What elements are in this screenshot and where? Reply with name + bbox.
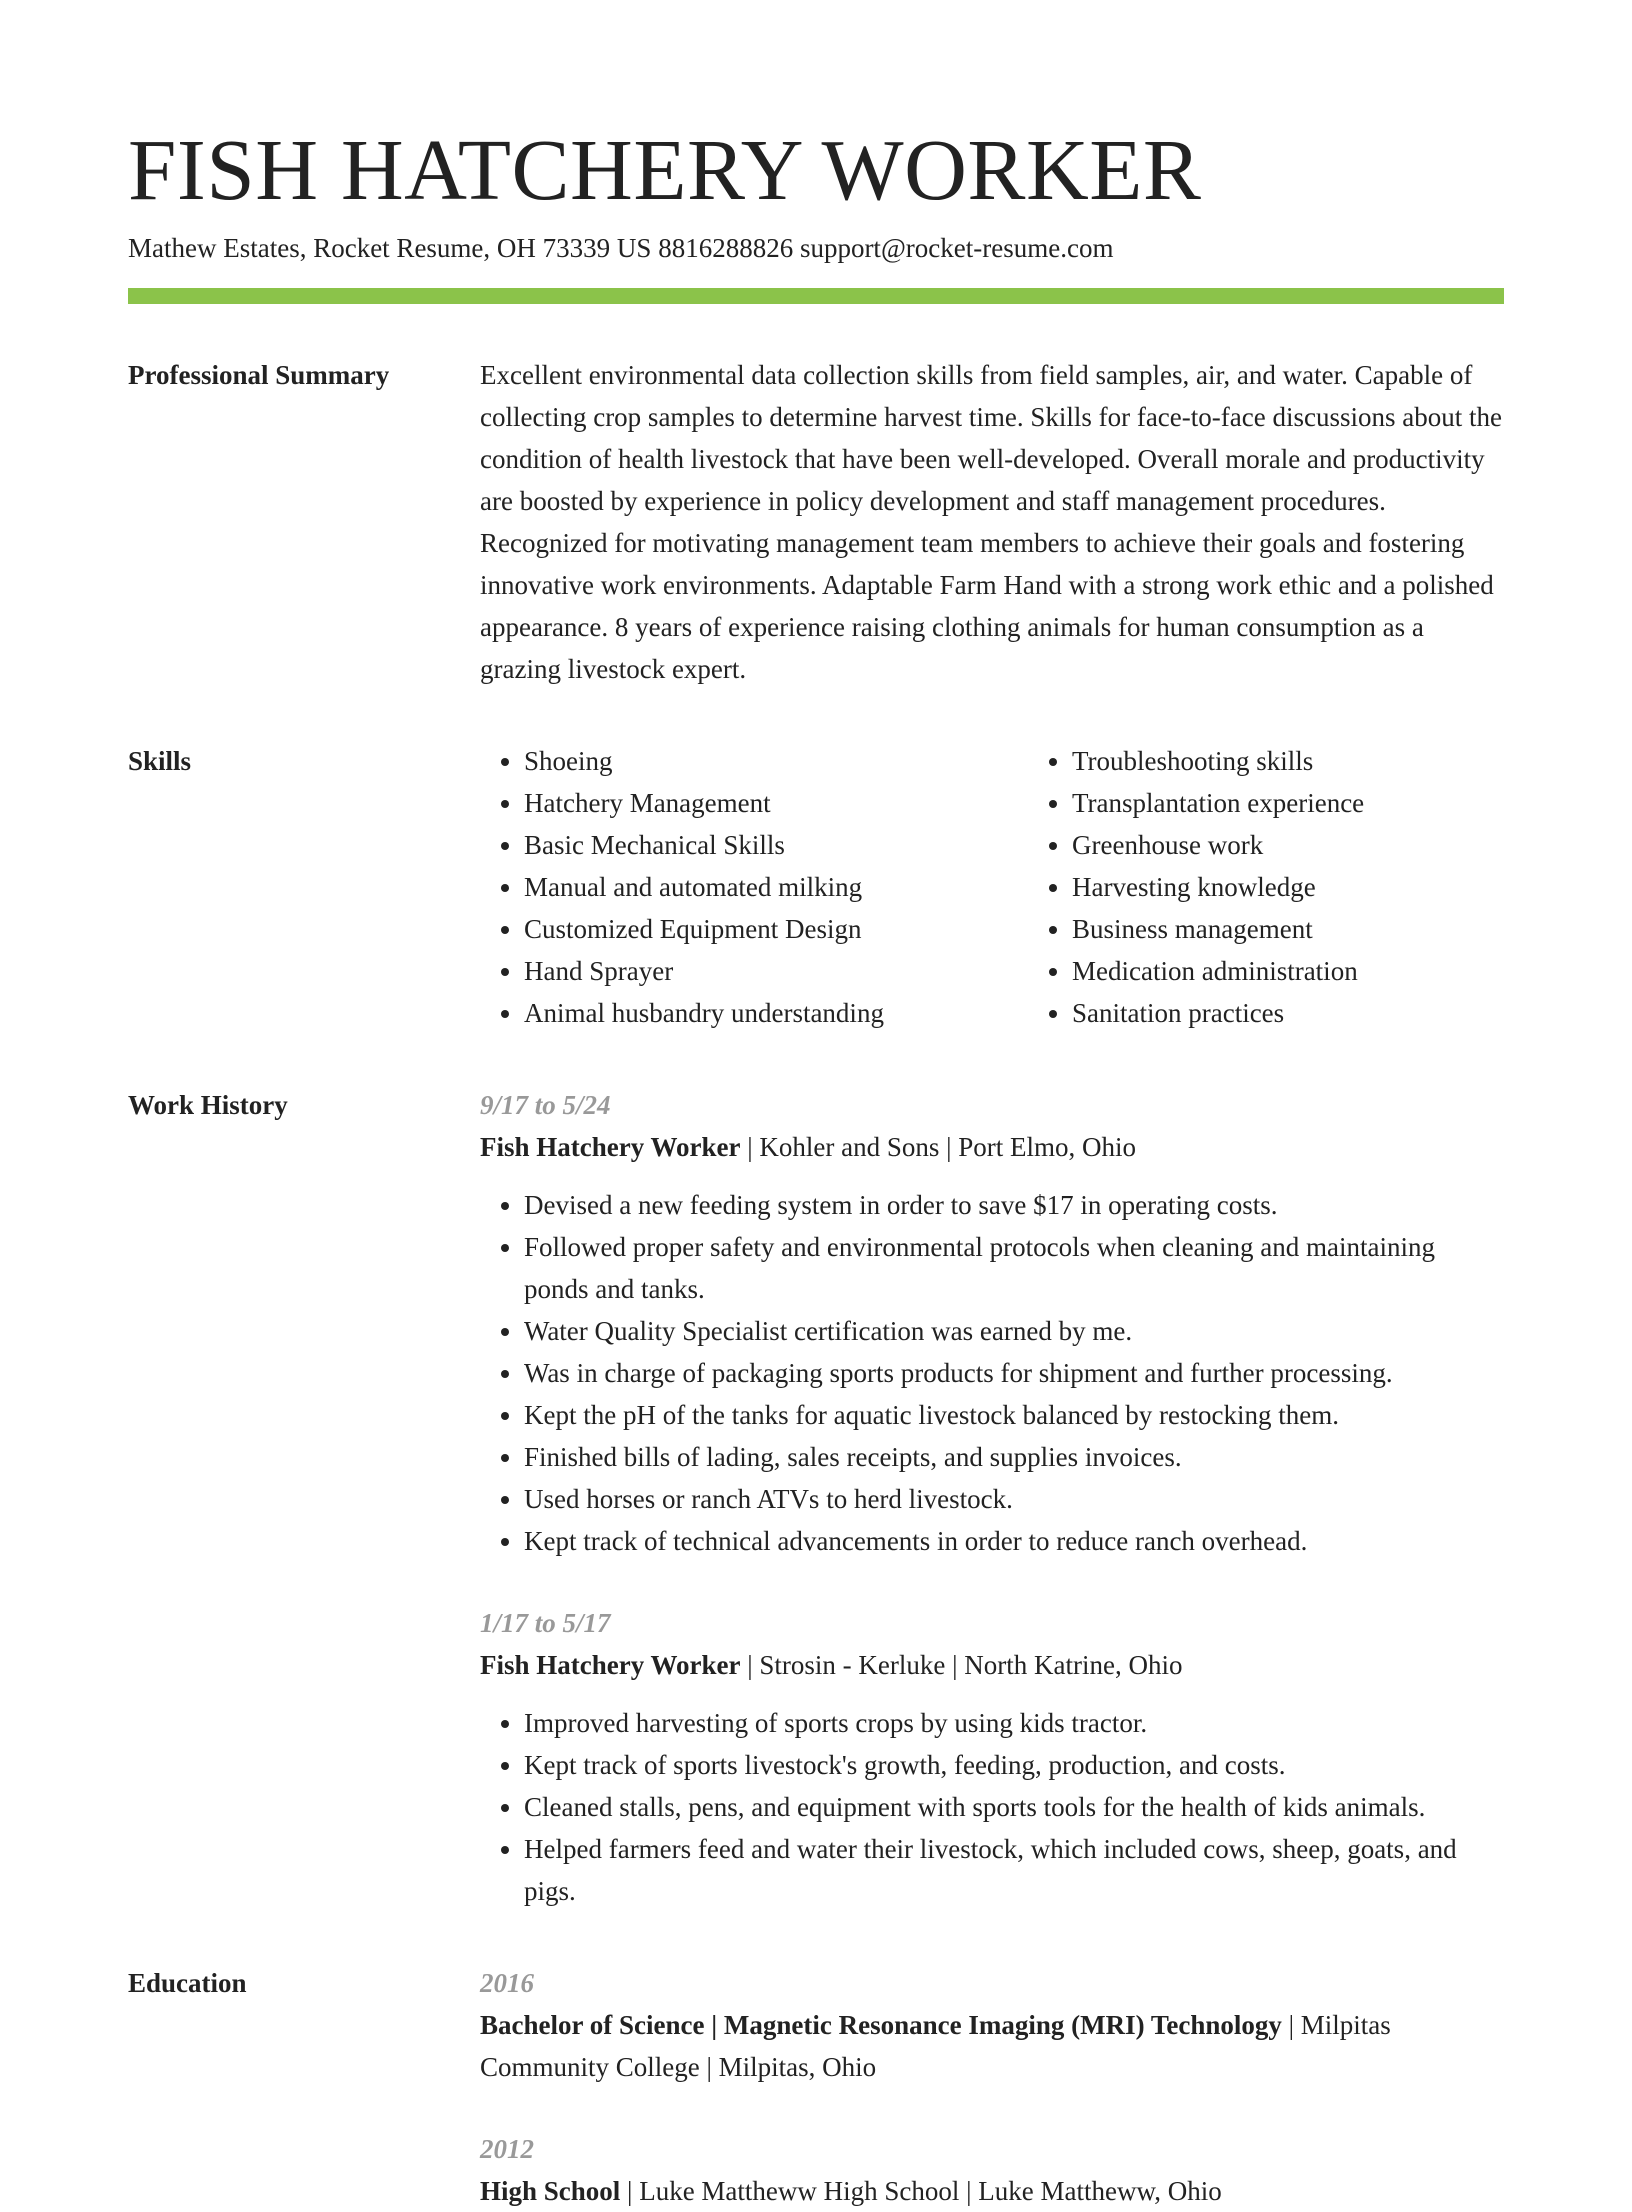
education-degree: High School	[480, 2176, 621, 2206]
list-item: • Kept track of sports livestock's growth, feeding, production, and costs.	[524, 1744, 1504, 1786]
job-bullets	[480, 1184, 1504, 1562]
section-title: Education	[128, 1968, 247, 1998]
list-item: • Shoeing	[524, 740, 1028, 782]
list-item: • Transplantation experience	[1072, 782, 1576, 824]
summary-text: Excellent environmental data collection skills from field samples, air, and water. Capable of collecting crop samples to determine harvest time. Skills for face-to-face discussions about the condition of health livestock that have been well-developed. Overall morale and productivity are boosted by experience in policy development and staff management procedures. Recognized for motivating management team members to achieve their goals and fostering innovative work environments. Adaptable Farm Hand with a strong work ethic and a polished appearance. 8 years of experience raising clothing animals for human consumption as a grazing livestock expert.	[480, 360, 1502, 684]
header-divider	[128, 288, 1504, 304]
list-item: • Kept track of technical advancements in order to reduce ranch overhead.	[524, 1520, 1504, 1562]
education-details: | Luke Mattheww High School | Luke Mattheww, Ohio	[620, 2176, 1222, 2206]
education-degree: Bachelor of Science | Magnetic Resonance Imaging (MRI) Technology	[480, 2010, 1282, 2040]
skills-list-right	[1028, 740, 1576, 1034]
job-title-line	[480, 1644, 1504, 1686]
list-item: • Customized Equipment Design	[524, 908, 1028, 950]
list-item: • Cleaned stalls, pens, and equipment with sports tools for the health of kids animals.	[524, 1786, 1504, 1828]
list-item: • Business management	[1072, 908, 1576, 950]
education-line	[480, 2170, 1504, 2212]
list-item: • Improved harvesting of sports crops by using kids tractor.	[524, 1702, 1504, 1744]
list-item: • Harvesting knowledge	[1072, 866, 1576, 908]
work-section	[128, 1084, 1504, 1912]
section-title: Professional Summary	[128, 360, 390, 390]
education-entry	[480, 2128, 1504, 2212]
skills-body	[480, 740, 1576, 1034]
education-year: 2016	[480, 1968, 534, 1998]
resume-name: FISH HATCHERY WORKER	[128, 121, 1202, 218]
list-item: • Finished bills of lading, sales receipts, and supplies invoices.	[524, 1436, 1504, 1478]
list-item: • Water Quality Specialist certification was earned by me.	[524, 1310, 1504, 1352]
list-item: • Kept the pH of the tanks for aquatic livestock balanced by restocking them.	[524, 1394, 1504, 1436]
job-details: | Kohler and Sons | Port Elmo, Ohio	[740, 1132, 1137, 1162]
list-item: • Sanitation practices	[1072, 992, 1576, 1034]
list-item: • Animal husbandry understanding	[524, 992, 1028, 1034]
list-item: • Greenhouse work	[1072, 824, 1576, 866]
education-year: 2012	[480, 2134, 534, 2164]
contact-address: Mathew Estates, Rocket Resume, OH 73339 US	[128, 233, 652, 263]
skills-section	[128, 740, 1504, 1034]
summary-body	[480, 354, 1504, 690]
list-item: • Hatchery Management	[524, 782, 1028, 824]
work-body	[480, 1084, 1504, 1912]
list-item: • Used horses or ranch ATVs to herd livestock.	[524, 1478, 1504, 1520]
list-item: • Basic Mechanical Skills	[524, 824, 1028, 866]
job-bullets	[480, 1702, 1504, 1912]
education-body	[480, 1962, 1504, 2212]
job-dates: 9/17 to 5/24	[480, 1090, 611, 1120]
education-details: | Milpitas Community College | Milpitas, Ohio	[480, 2010, 1391, 2082]
list-item: • Troubleshooting skills	[1072, 740, 1576, 782]
education-entry	[480, 1962, 1504, 2088]
contact-email: support@rocket-resume.com	[799, 233, 1114, 263]
list-item: • Hand Sprayer	[524, 950, 1028, 992]
list-item: • Was in charge of packaging sports products for shipment and further processing.	[524, 1352, 1504, 1394]
job-entry	[480, 1084, 1504, 1562]
list-item: • Followed proper safety and environmental protocols when cleaning and maintaining ponds and tanks.	[524, 1226, 1504, 1310]
job-role: Fish Hatchery Worker	[480, 1132, 741, 1162]
section-title: Skills	[128, 746, 192, 776]
education-line	[480, 2004, 1504, 2088]
job-dates: 1/17 to 5/17	[480, 1608, 611, 1638]
summary-section	[128, 354, 1504, 690]
education-section	[128, 1962, 1504, 2212]
job-role: Fish Hatchery Worker	[480, 1650, 741, 1680]
list-item: • Devised a new feeding system in order to save $17 in operating costs.	[524, 1184, 1504, 1226]
resume-page	[128, 0, 1504, 2212]
list-item: • Manual and automated milking	[524, 866, 1028, 908]
list-item: • Medication administration	[1072, 950, 1576, 992]
skills-list-left	[480, 740, 1028, 1034]
job-details: | Strosin - Kerluke | North Katrine, Ohio	[740, 1650, 1183, 1680]
contact-line	[128, 230, 1504, 266]
list-item: • Helped farmers feed and water their livestock, which included cows, sheep, goats, and pigs.	[524, 1828, 1504, 1912]
job-title-line	[480, 1126, 1504, 1168]
contact-phone: 8816288826	[658, 233, 794, 263]
job-entry	[480, 1602, 1504, 1912]
section-title: Work History	[128, 1090, 288, 1120]
